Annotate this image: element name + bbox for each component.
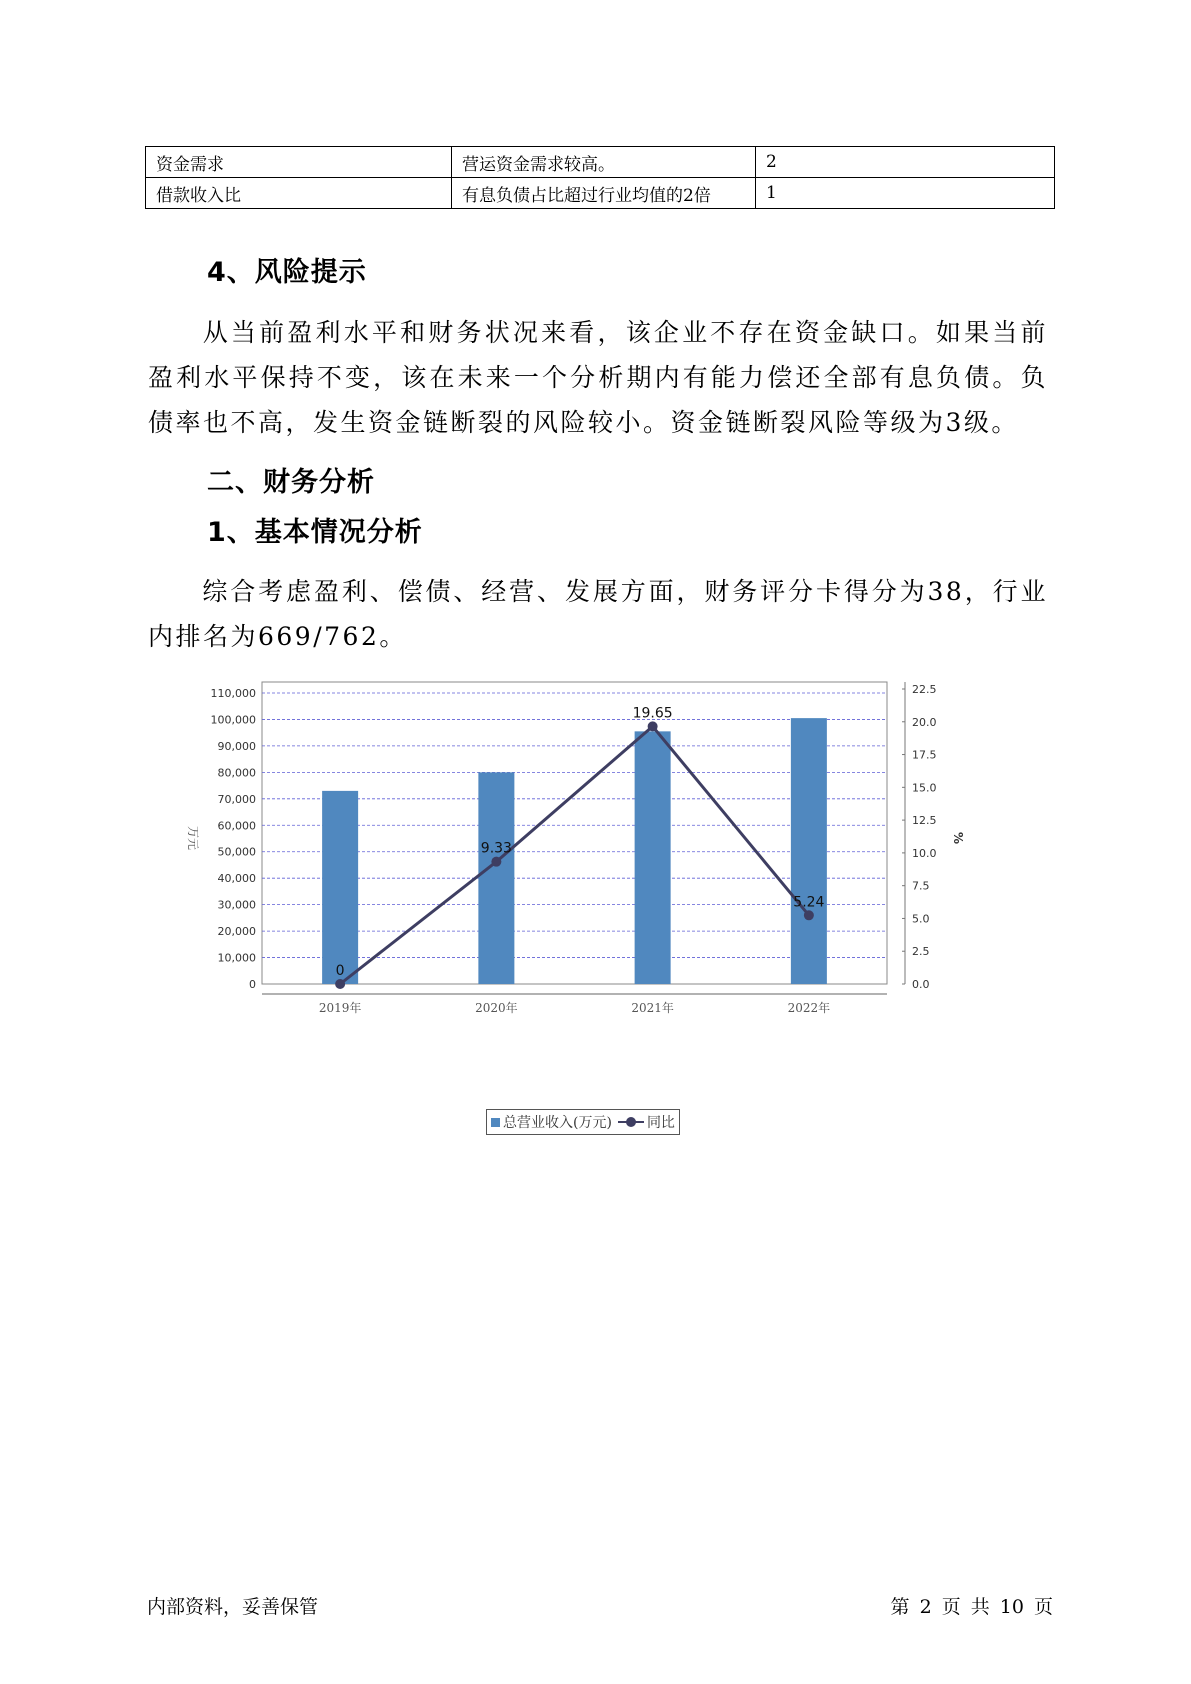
risk-desc: 有息负债占比超过行业均值的2倍 [452, 178, 756, 209]
y-tick-label: 100,000 [210, 713, 256, 727]
legend-bar-swatch [491, 1118, 500, 1127]
y-tick-label: 0 [249, 978, 256, 991]
x-tick-label: 2021年 [631, 1001, 674, 1015]
y2-tick-label: 12.5 [912, 814, 937, 828]
risk-paragraph [148, 310, 1048, 445]
y2-tick-label: 22.5 [912, 683, 937, 696]
x-tick-label: 2020年 [475, 1001, 518, 1015]
y-tick-label: 70,000 [217, 792, 256, 806]
y-tick-label: 80,000 [217, 766, 256, 780]
y-tick-label: 20,000 [217, 925, 256, 939]
y-tick-label: 40,000 [217, 872, 256, 886]
x-tick-label: 2019年 [318, 1001, 362, 1015]
finance-text: 综合考虑盈利、偿债、经营、发展方面，财务评分卡得分为38，行业内排名为669/762。 [148, 577, 1048, 651]
risk-text: 从当前盈利水平和财务状况来看，该企业不存在资金缺口。如果当前盈利水平保持不变，该在未来一个分析期内有能力偿还全部有息负债。负债率也不高，发生资金链断裂的风险较小。资金链断裂风险等级为3级。 [148, 318, 1048, 437]
footer-confidential: 内部资料，妥善保管 [147, 1596, 319, 1618]
y2-tick-label: 17.5 [912, 748, 937, 762]
bar-2022年 [791, 718, 827, 984]
y2-tick-label: 15.0 [912, 781, 937, 795]
legend-line-label: 同比 [646, 1115, 675, 1131]
y-tick-label: 30,000 [217, 898, 256, 912]
growth-point [335, 979, 345, 989]
risk-heading: 4、风险提示 [207, 257, 367, 288]
chart-canvas [175, 680, 1035, 1150]
basic-analysis-heading: 1、基本情况分析 [207, 517, 423, 548]
growth-data-label: 19.65 [632, 705, 673, 722]
footer-page-number: 第 2 页 共 10 页 [890, 1596, 1053, 1618]
risk-desc: 营运资金需求较高。 [452, 147, 756, 178]
y2-tick-label: 2.5 [912, 945, 930, 959]
growth-point [804, 910, 814, 920]
growth-data-label: 5.24 [793, 894, 825, 911]
bar-2020年 [478, 772, 514, 984]
revenue-chart [175, 680, 1035, 1150]
table-row [146, 178, 1055, 209]
finance-heading: 二、财务分析 [207, 467, 375, 498]
y-tick-label: 50,000 [217, 845, 256, 859]
growth-point [648, 721, 658, 731]
chart-legend [486, 1109, 680, 1135]
y2-tick-label: 10.0 [912, 846, 937, 860]
growth-data-label: 9.33 [480, 840, 512, 857]
y-tick-label: 60,000 [217, 819, 256, 833]
risk-table [145, 146, 1055, 209]
legend-line-swatch [618, 1117, 644, 1127]
y-axis-label: 万元 [186, 825, 200, 851]
x-tick-label: 2022年 [787, 1001, 831, 1015]
y2-tick-label: 0.0 [912, 978, 930, 991]
y2-axis-label: % [951, 831, 965, 845]
legend-bar-label: 总营业收入(万元) [503, 1115, 612, 1131]
y2-tick-label: 5.0 [912, 912, 930, 926]
y2-tick-label: 20.0 [912, 715, 937, 729]
bar-2021年 [635, 731, 671, 984]
growth-data-label: 0 [335, 963, 345, 979]
y-tick-label: 10,000 [217, 951, 256, 965]
y2-tick-label: 7.5 [912, 879, 930, 893]
bar-2019年 [322, 791, 358, 984]
risk-item: 借款收入比 [146, 178, 452, 209]
y-tick-label: 110,000 [210, 687, 256, 700]
table-row [146, 147, 1055, 178]
risk-score: 2 [756, 147, 1055, 178]
y-tick-label: 90,000 [217, 739, 256, 753]
risk-score: 1 [756, 178, 1055, 209]
risk-item: 资金需求 [146, 147, 452, 178]
finance-paragraph [148, 569, 1048, 659]
growth-point [491, 857, 501, 867]
